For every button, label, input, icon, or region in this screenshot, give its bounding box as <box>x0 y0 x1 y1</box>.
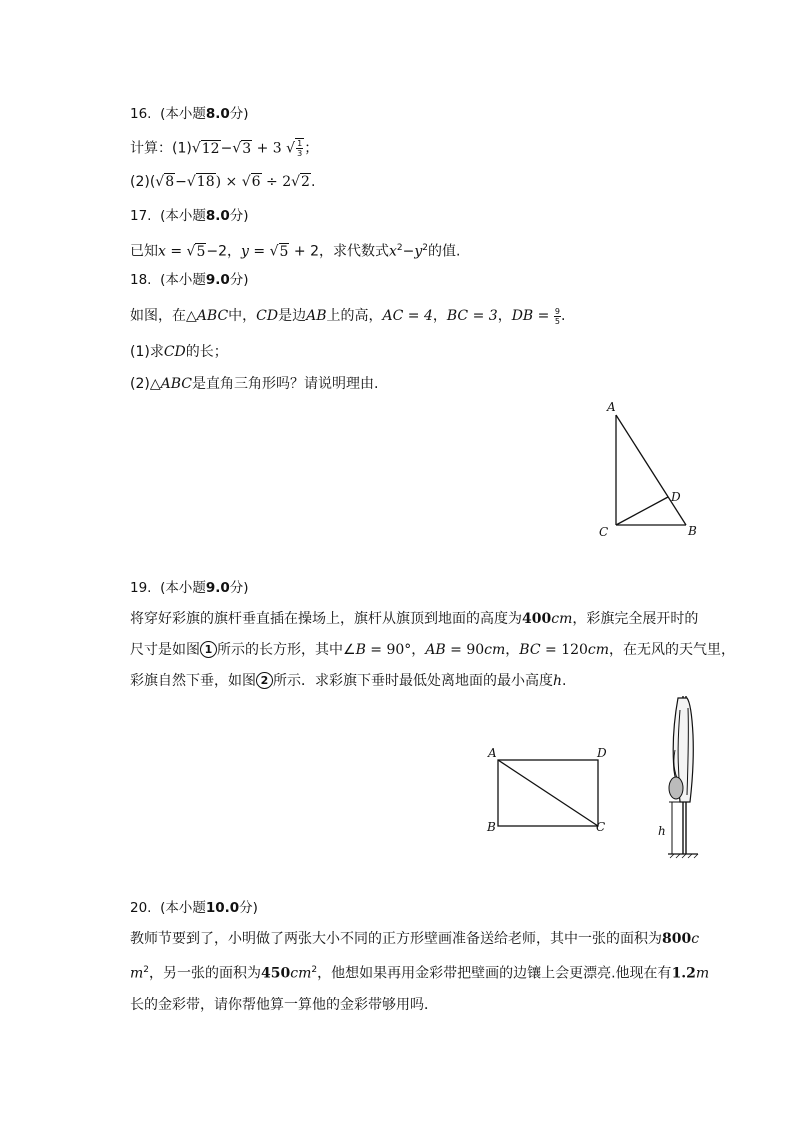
q16-line2: (2)(√8−√18) × √6 ÷ 2√2. <box>130 174 316 190</box>
q18-header: 18. (本小题9.0分) <box>130 272 249 288</box>
q20-body: 教师节要到了，小明做了两张大小不同的正方形壁画准备送给老师，其中一张的面积为800c $m^2$，另一张的面积为$450cm^2$，他想如果再用金彩带把壁画的边镶上会更漂亮.他现在有1.2m 长的金彩带，请你帮他算一算他的金彩带够用吗． <box>130 931 710 1013</box>
q17-line: 已知x = √5−2，y = √5 + 2，求代数式$x^2-y^2$的值. <box>130 243 461 260</box>
q18-sub1: (1)求CD的长； <box>130 344 228 360</box>
q19-flagpole-figure <box>650 690 710 860</box>
q18-line1: 如图，在△ABC中，CD是边AB上的高，AC = 4，BC = 3，DB = $\frac{9}{5}$ . <box>130 306 566 326</box>
h-label: h <box>658 824 666 838</box>
q20-header: 20. (本小题10.0分) <box>130 900 258 916</box>
label-c: C <box>599 525 609 539</box>
rect-label-c: C <box>596 820 606 834</box>
rect-label-b: B <box>487 820 496 834</box>
figure-1-marker: 1 <box>200 641 217 658</box>
q17-header: 17. (本小题8.0分) <box>130 208 249 224</box>
q19-rectangle-figure <box>480 740 620 840</box>
q18-sub2: (2)△ABC是直角三角形吗？请说明理由. <box>130 376 379 392</box>
label-d: D <box>671 490 681 504</box>
q16-header: 16. (本小题8.0分) <box>130 106 249 122</box>
q19-body: 将穿好彩旗的旗杆垂直插在操场上，旗杆从旗顶到地面的高度为400cm，彩旗完全展开时的 尺寸是如图 1 所示的长方形，其中∠B = 90°，AB = 90cm，BC = 120cm，在无风的天气里， 彩旗自然下垂，如图 2 所示．求彩旗下垂时最低处离地面的最小高度h. <box>130 611 736 689</box>
q18-triangle-figure <box>590 395 710 545</box>
label-a: A <box>607 400 616 414</box>
q19-header: 19. (本小题9.0分) <box>130 580 249 596</box>
q16-line1: 计算：(1)√12−√3 + 3 √ $\frac{1}{3}$ ； <box>130 139 319 158</box>
rect-label-d: D <box>597 746 607 760</box>
rect-label-a: A <box>488 746 497 760</box>
figure-2-marker: 2 <box>256 672 273 689</box>
label-b: B <box>688 524 697 538</box>
